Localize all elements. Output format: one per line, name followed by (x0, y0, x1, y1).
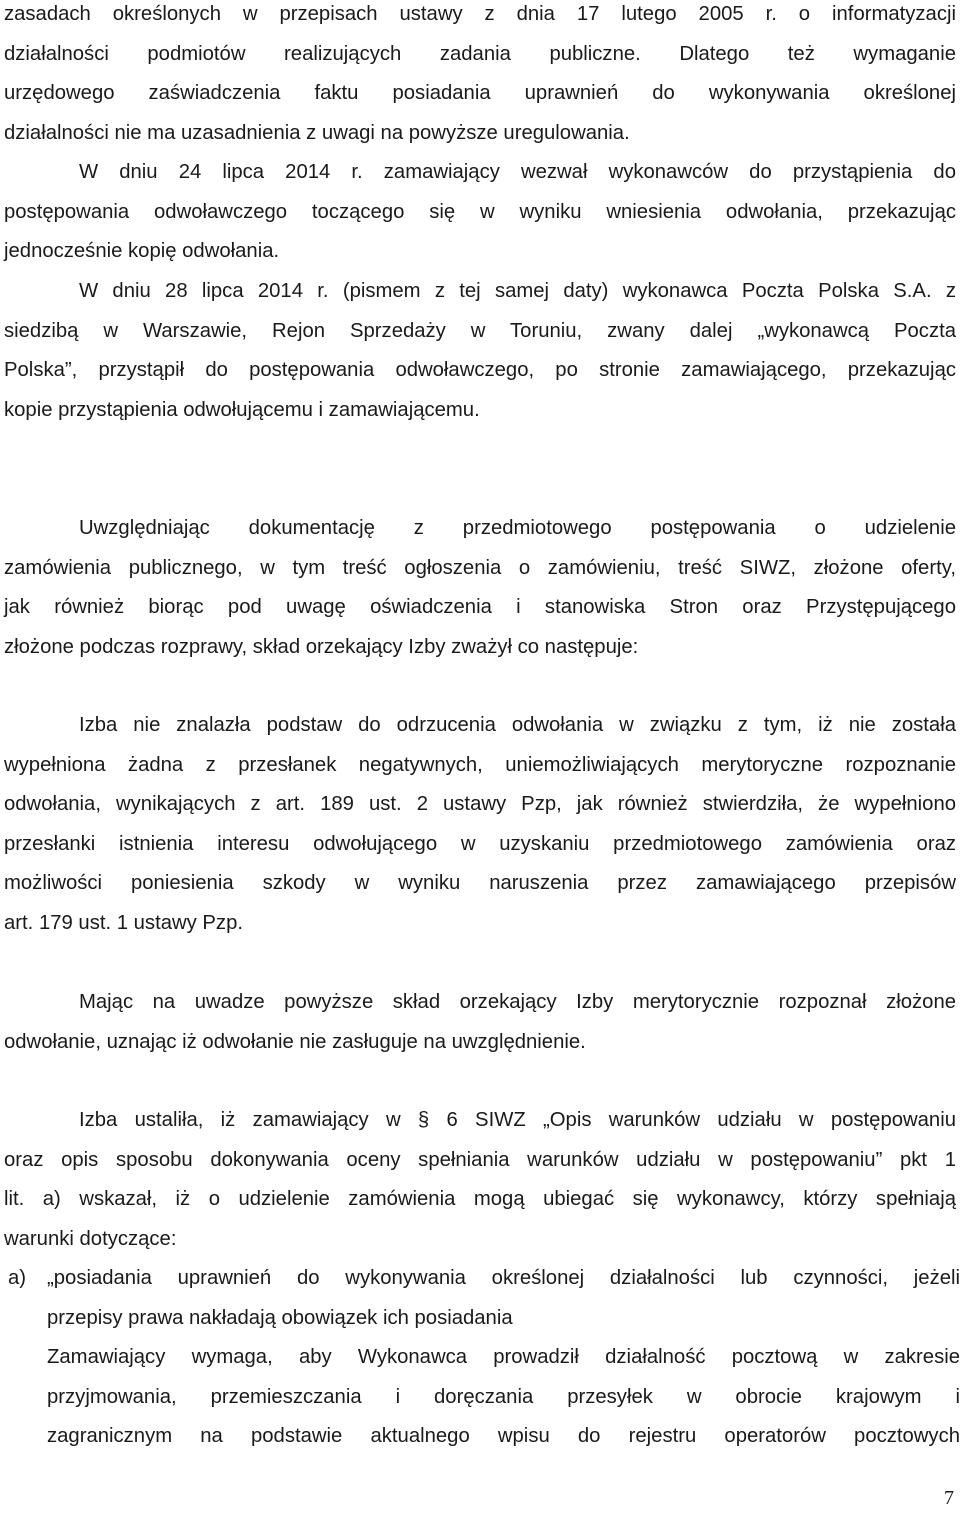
text-line: postępowania odwoławczego toczącego się w wyniku wniesienia odwołania, przekazując (4, 200, 956, 223)
text-line: warunki dotyczące: (4, 1227, 177, 1250)
text-line: Mając na uwadze powyższe skład orzekający Izby merytorycznie rozpoznał złożone (79, 991, 956, 1013)
text-line: urzędowego zaświadczenia faktu posiadania uprawnień do wykonywania określonej (4, 82, 956, 104)
text-line: Izba ustaliła, iż zamawiający w § 6 SIWZ „Opis warunków udziału w postępowaniu (79, 1109, 956, 1131)
text-line: lit. a) wskazał, iż o udzielenie zamówienia mogą ubiegać się wykonawcy, którzy spełniają (4, 1188, 956, 1210)
text-line: przyjmowania, przemieszczania i doręczania przesyłek w obrocie krajowym i (47, 1385, 960, 1408)
text-line: działalności podmiotów realizujących zadania publiczne. Dlatego też wymaganie (4, 42, 956, 65)
paragraph-majac-na-uwadze (4, 988, 956, 1067)
list-item-body (47, 1264, 960, 1462)
text-line: zamówienia publicznego, w tym treść ogłoszenia o zamówieniu, treść SIWZ, złożone oferty, (4, 556, 956, 579)
paragraph-informatyzacja (4, 0, 956, 158)
text-line: jednocześnie kopię odwołania. (4, 240, 280, 262)
text-line: przepisy prawa nakładają obowiązek ich posiadania (47, 1306, 513, 1329)
text-line: działalności nie ma uzasadnienia z uwagi na powyższe uregulowania. (4, 121, 630, 144)
text-line: „posiadania uprawnień do wykonywania określonej działalności lub czynności, jeżeli (47, 1267, 960, 1289)
text-line: W dniu 24 lipca 2014 r. zamawiający wezwał wykonawców do przystąpienia do (79, 161, 956, 183)
text-line: możliwości poniesienia szkody w wyniku naruszenia przez zamawiającego przepisów (4, 872, 956, 894)
text-line: oraz opis sposobu dokonywania oceny spełniania warunków udziału w postępowaniu” pkt 1 (4, 1148, 956, 1171)
list-marker: a) (8, 1267, 27, 1289)
text-line: przesłanki istnienia interesu odwołującego w uzyskaniu przedmiotowego zamówienia oraz (4, 832, 956, 855)
text-line: zasadach określonych w przepisach ustawy z dnia 17 lutego 2005 r. o informatyzacji (4, 3, 956, 25)
text-line: kopie przystąpienia odwołującemu i zamawiającemu. (4, 398, 480, 421)
paragraph-uwzgledniajac (4, 514, 956, 672)
paragraph-izba-nie-znalazla (4, 711, 956, 948)
text-line: odwołanie, uznając iż odwołanie nie zasługuje na uwzględnienie. (4, 1030, 586, 1053)
text-line: art. 179 ust. 1 ustawy Pzp. (4, 911, 243, 934)
text-line: Uwzględniając dokumentację z przedmiotowego postępowania o udzielenie (79, 517, 956, 539)
text-line: Izba nie znalazła podstaw do odrzucenia odwołania w związku z tym, iż nie została (79, 714, 956, 736)
text-line: odwołania, wynikających z art. 189 ust. 2 ustawy Pzp, jak również stwierdziła, że wypełniono (4, 793, 956, 815)
text-line: wypełniona żadna z przesłanek negatywnych, uniemożliwiających merytoryczne rozpoznanie (4, 753, 956, 776)
paragraph-przystapienie (4, 277, 956, 435)
text-line: W dniu 28 lipca 2014 r. (pismem z tej samej daty) wykonawca Poczta Polska S.A. z (79, 280, 956, 302)
text-line: siedzibą w Warszawie, Rejon Sprzedaży w Toruniu, zwany dalej „wykonawcą Poczta (4, 319, 956, 342)
text-line: zagranicznym na podstawie aktualnego wpisu do rejestru operatorów pocztowych (47, 1425, 960, 1447)
text-line: Polska”, przystąpił do postępowania odwoławczego, po stronie zamawiającego, przekazując (4, 359, 956, 381)
text-line: Zamawiający wymaga, aby Wykonawca prowadził działalność pocztową w zakresie (47, 1346, 960, 1368)
text-line: złożone podczas rozprawy, skład orzekający Izby zważył co następuje: (4, 635, 639, 658)
text-line: jak również biorąc pod uwagę oświadczenia i stanowiska Stron oraz Przystępującego (4, 596, 956, 618)
page-number: 7 (944, 1487, 954, 1509)
paragraph-izba-ustalila (4, 1106, 956, 1264)
paragraph-wezwanie (4, 158, 956, 277)
